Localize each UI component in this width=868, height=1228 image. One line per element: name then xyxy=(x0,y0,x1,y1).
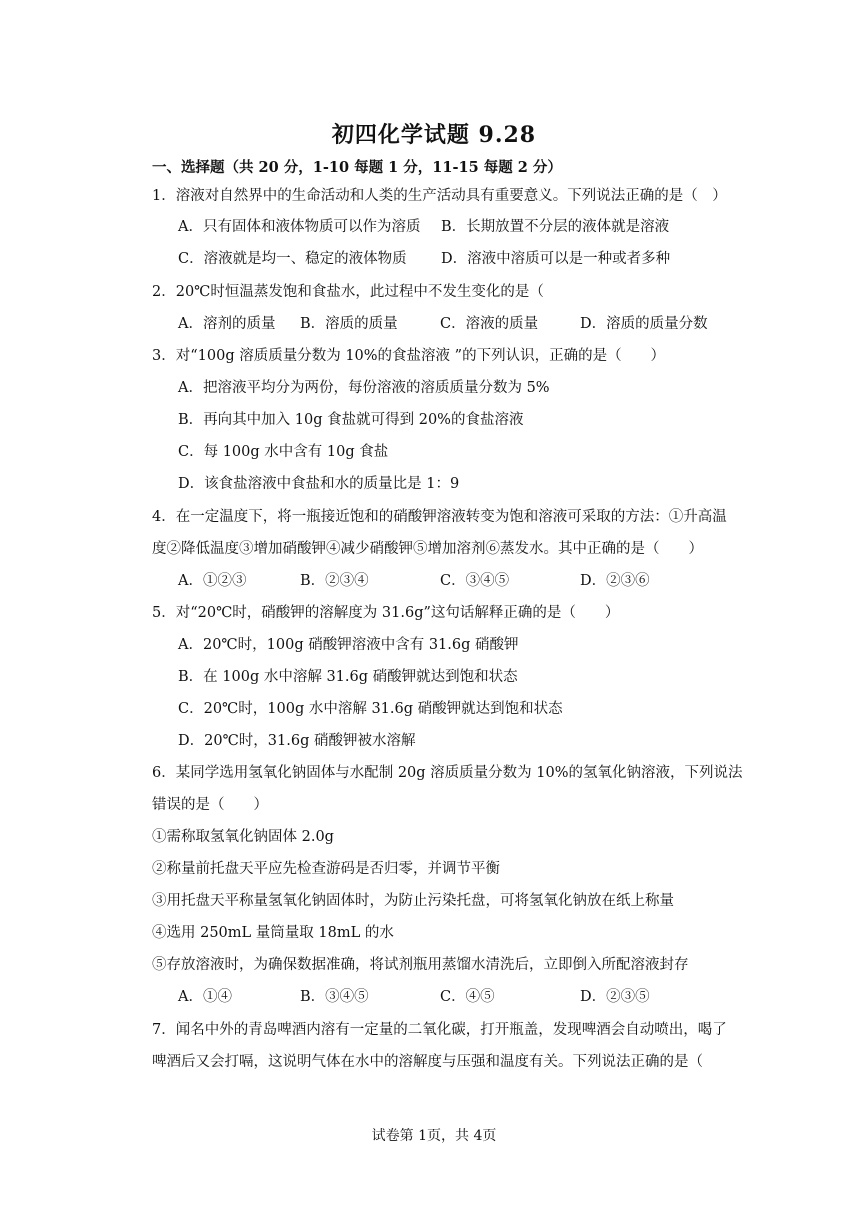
q4-option-a: A．①②③ xyxy=(178,573,247,589)
q6-statement-4: ④选用 250mL 量筒量取 18mL 的水 xyxy=(152,925,394,941)
question-7-stem-line2: 啤酒后又会打嗝，这说明气体在水中的溶解度与压强和温度有关。下列说法正确的是（ xyxy=(152,1054,703,1070)
q5-option-d: D．20℃时，31.6g 硝酸钾被水溶解 xyxy=(178,733,416,749)
question-2-stem: 2．20℃时恒温蒸发饱和食盐水，此过程中不发生变化的是（ xyxy=(152,284,544,300)
question-1-stem: 1．溶液对自然界中的生命活动和人类的生产活动具有重要意义。下列说法正确的是（ ） xyxy=(152,188,727,204)
exam-title: 初四化学试题 9.28 xyxy=(331,122,537,148)
q6-statement-2: ②称量前托盘天平应先检查游码是否归零，并调节平衡 xyxy=(152,861,500,877)
question-2-options xyxy=(178,314,738,334)
page-footer: 试卷第 1页，共 4页 xyxy=(371,1128,497,1144)
q6-option-b: B．③④⑤ xyxy=(300,989,369,1005)
question-7-stem-line1: 7．闻名中外的青岛啤酒内溶有一定量的二氧化碳，打开瓶盖，发现啤酒会自动喷出，喝了 xyxy=(152,1022,727,1038)
q4-option-c: C．③④⑤ xyxy=(440,573,510,589)
q4-option-d: D．②③⑥ xyxy=(580,573,650,589)
q6-option-a: A．①④ xyxy=(178,989,232,1005)
q5-option-a: A．20℃时，100g 硝酸钾溶液中含有 31.6g 硝酸钾 xyxy=(178,637,519,653)
question-6-stem-line1: 6．某同学选用氢氧化钠固体与水配制 20g 溶质质量分数为 10%的氢氧化钠溶液，下列说法 xyxy=(152,765,743,781)
q2-option-b: B．溶质的质量 xyxy=(300,316,398,332)
q1-option-b: B．长期放置不分层的液体就是溶液 xyxy=(441,219,670,235)
question-6-options xyxy=(178,987,658,1007)
question-5-stem: 5．对“20℃时，硝酸钾的溶解度为 31.6g”这句话解释正确的是（ ） xyxy=(152,605,620,621)
q6-option-c: C．④⑤ xyxy=(440,989,495,1005)
question-6-stem-line2: 错误的是（ ） xyxy=(152,797,268,813)
q2-option-a: A．溶剂的质量 xyxy=(178,316,276,332)
q4-option-b: B．②③④ xyxy=(300,573,369,589)
question-3-stem: 3．对“100g 溶质质量分数为 10%的食盐溶液 ”的下列认识，正确的是（ ） xyxy=(152,348,666,364)
q6-statement-5: ⑤存放溶液时，为确保数据准确，将试剂瓶用蒸馏水清洗后，立即倒入所配溶液封存 xyxy=(152,957,689,973)
question-1-options-row1 xyxy=(178,217,718,237)
q3-option-d: D．该食盐溶液中食盐和水的质量比是 1：9 xyxy=(178,476,460,492)
q1-option-d: D．溶液中溶质可以是一种或者多种 xyxy=(441,251,671,267)
q6-statement-1: ①需称取氢氧化钠固体 2.0g xyxy=(152,829,334,845)
question-4-stem-line1: 4．在一定温度下，将一瓶接近饱和的硝酸钾溶液转变为饱和溶液可采取的方法：①升高温 xyxy=(152,509,727,525)
q5-option-b: B．在 100g 水中溶解 31.6g 硝酸钾就达到饱和状态 xyxy=(178,669,518,685)
q3-option-b: B．再向其中加入 10g 食盐就可得到 20%的食盐溶液 xyxy=(178,412,524,428)
q1-option-a: A．只有固体和液体物质可以作为溶质 xyxy=(178,219,421,235)
q3-option-c: C．每 100g 水中含有 10g 食盐 xyxy=(178,444,389,460)
question-4-stem-line2: 度②降低温度③增加硝酸钾④减少硝酸钾⑤增加溶剂⑥蒸发水。其中正确的是（ ） xyxy=(152,541,703,557)
q1-option-c: C．溶液就是均一、稳定的液体物质 xyxy=(178,251,407,267)
q6-statement-3: ③用托盘天平称量氢氧化钠固体时，为防止污染托盘，可将氢氧化钠放在纸上称量 xyxy=(152,893,674,909)
q2-option-c: C．溶液的质量 xyxy=(440,316,539,332)
question-4-options xyxy=(178,571,658,591)
q3-option-a: A．把溶液平均分为两份，每份溶液的溶质质量分数为 5% xyxy=(178,380,550,396)
question-1-options-row2 xyxy=(178,249,718,269)
section-heading: 一、选择题（共 20 分，1-10 每题 1 分，11-15 每题 2 分） xyxy=(152,159,562,176)
q2-option-d: D．溶质的质量分数 xyxy=(580,316,708,332)
q5-option-c: C．20℃时，100g 水中溶解 31.6g 硝酸钾就达到饱和状态 xyxy=(178,701,563,717)
q6-option-d: D．②③⑤ xyxy=(580,989,650,1005)
